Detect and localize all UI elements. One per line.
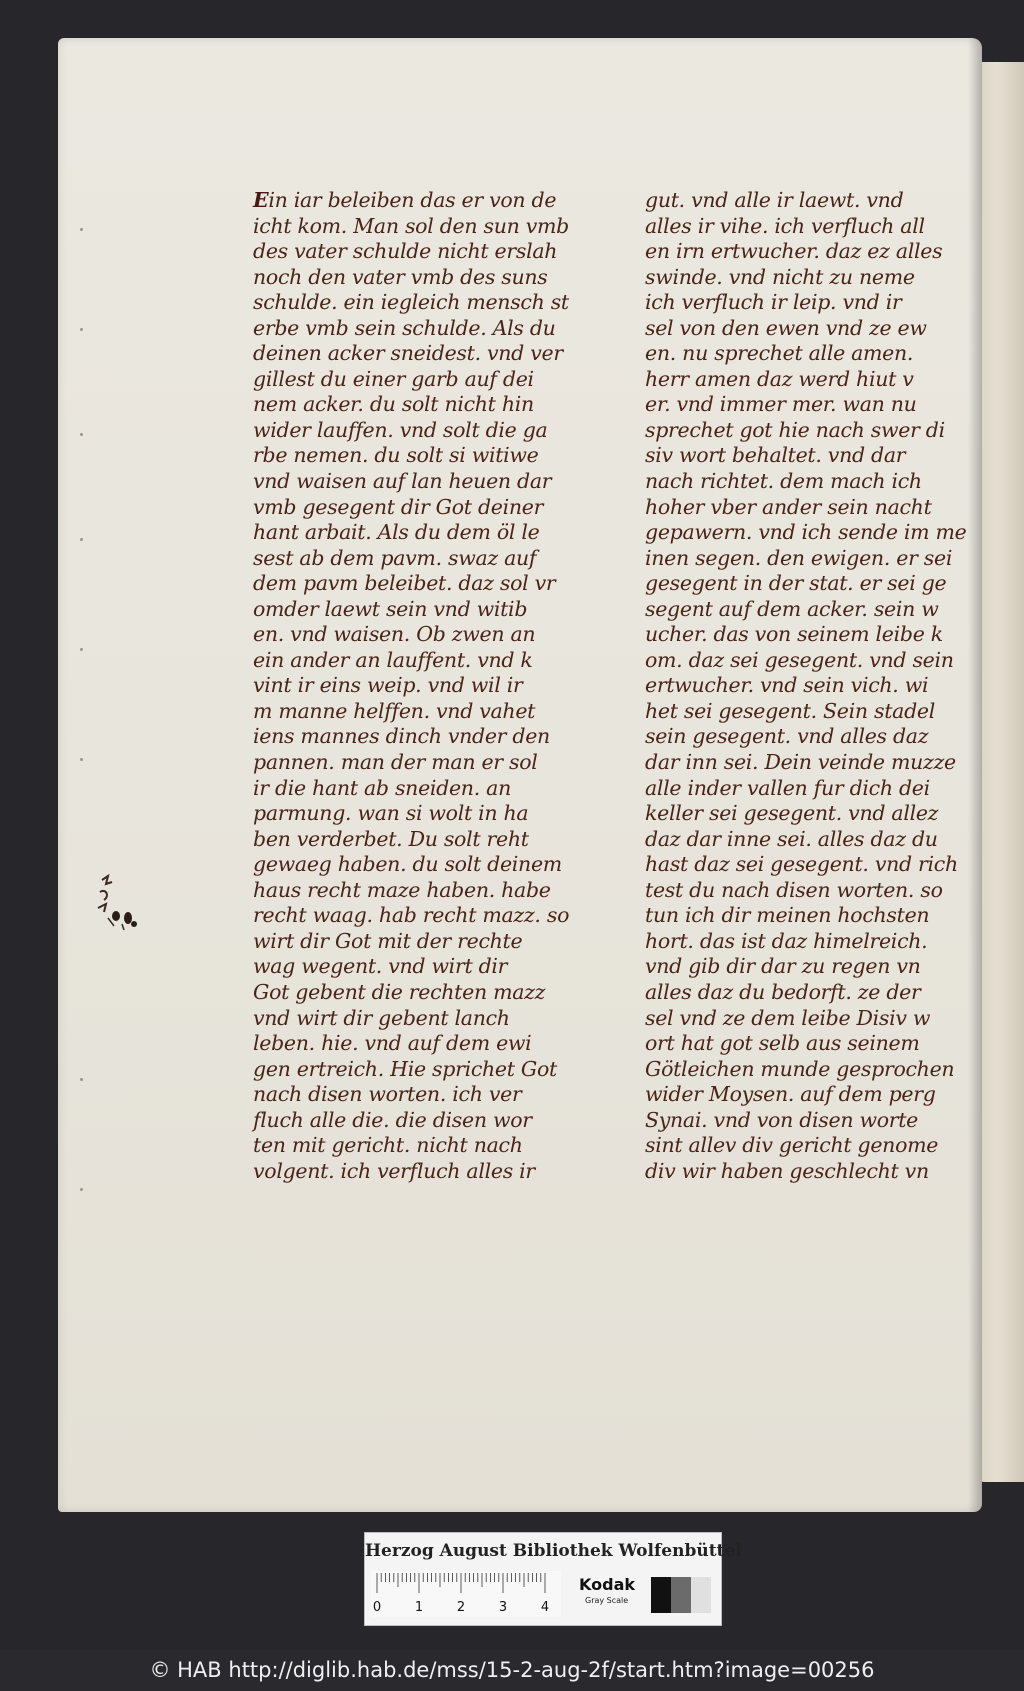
manuscript-line <box>253 1031 569 1057</box>
manuscript-line <box>253 571 569 597</box>
manuscript-line-text: iens mannes dinch vnder den <box>253 724 550 749</box>
manuscript-line-text: leben. hie. vnd auf dem ewi <box>253 1031 532 1056</box>
manuscript-line-text: keller sei gesegent. vnd allez <box>645 801 939 826</box>
manuscript-line <box>645 418 967 444</box>
manuscript-line-text: alles daz du bedorft. ze der <box>645 979 921 1004</box>
manuscript-line-text: ucher. das von seinem leibe k <box>645 622 943 647</box>
manuscript-line-text: dem pavm beleibet. daz sol vr <box>253 571 556 596</box>
manuscript-line-text: en irn ertwucher. daz ez alles <box>645 239 943 264</box>
color-calibration-bar <box>364 1532 742 1626</box>
manuscript-line <box>645 903 967 929</box>
manuscript-line <box>645 699 967 725</box>
manuscript-line-text: wirt dir Got mit der rechte <box>253 928 523 953</box>
manuscript-line <box>253 188 569 214</box>
manuscript-line <box>253 495 569 521</box>
manuscript-line <box>253 239 569 265</box>
manuscript-line <box>645 827 967 853</box>
manuscript-line-text: siv wort behaltet. vnd dar <box>645 443 906 468</box>
manuscript-line <box>253 418 569 444</box>
scale-ruler <box>371 1571 561 1617</box>
manuscript-line <box>645 316 967 342</box>
manuscript-line-text: dar inn sei. Dein veinde muzze <box>645 750 956 775</box>
manuscript-line-text: het sei gesegent. Sein stadel <box>645 698 935 723</box>
manuscript-line-text: ort hat got selb aus seinem <box>645 1031 920 1056</box>
manuscript-line-text: sest ab dem pavm. swaz auf <box>253 545 537 570</box>
manuscript-line-text: gillest du einer garb auf dei <box>253 366 534 391</box>
manuscript-line <box>645 878 967 904</box>
manuscript-line-text: wider lauffen. vnd solt die ga <box>253 417 548 442</box>
manuscript-line-text: test du nach disen worten. so <box>645 877 943 902</box>
manuscript-line <box>645 214 967 240</box>
manuscript-line-text: daz dar inne sei. alles daz du <box>645 826 938 851</box>
kodak-gray-scale <box>573 1571 717 1617</box>
manuscript-line-text: segent auf dem acker. sein w <box>645 596 939 621</box>
manuscript-line-text: rbe nemen. du solt si witiwe <box>253 443 539 468</box>
manuscript-line-text: om. daz sei gesegent. vnd sein <box>645 647 954 672</box>
manuscript-line <box>645 239 967 265</box>
manuscript-line-text: Got gebent die rechten mazz <box>253 979 546 1004</box>
library-name: Herzog August Bibliothek Wolfenbüttel <box>365 1541 742 1561</box>
manuscript-line-text: alles ir vihe. ich verfluch all <box>645 213 925 238</box>
manuscript-line <box>253 648 569 674</box>
marginal-doodle-icon <box>94 874 144 934</box>
manuscript-line-text: swinde. vnd nicht zu neme <box>645 264 915 289</box>
manuscript-line-text: hoher vber ander sein nacht <box>645 494 932 519</box>
manuscript-line-text: wider Moysen. auf dem perg <box>645 1082 936 1107</box>
manuscript-line-text: noch den vater vmb des suns <box>253 264 548 289</box>
gray-swatch <box>671 1577 691 1613</box>
manuscript-line <box>253 214 569 240</box>
manuscript-line <box>253 903 569 929</box>
manuscript-line-text: haus recht maze haben. habe <box>253 877 551 902</box>
manuscript-line-text: recht waag. hab recht mazz. so <box>253 903 570 928</box>
text-column-right <box>645 188 967 1184</box>
manuscript-line <box>253 1159 569 1185</box>
manuscript-line <box>645 341 967 367</box>
manuscript-line <box>253 546 569 572</box>
manuscript-line <box>645 546 967 572</box>
manuscript-line <box>645 1057 967 1083</box>
manuscript-line <box>645 1006 967 1032</box>
manuscript-line <box>645 265 967 291</box>
manuscript-line <box>645 495 967 521</box>
manuscript-line <box>645 1133 967 1159</box>
manuscript-line <box>645 929 967 955</box>
manuscript-line <box>253 520 569 546</box>
manuscript-line <box>253 469 569 495</box>
manuscript-line-text: in iar beleiben das er von de <box>268 188 557 212</box>
manuscript-line-text: div wir haben geschlecht vn <box>645 1158 929 1183</box>
manuscript-line <box>253 878 569 904</box>
manuscript-line-text: gut. vnd alle ir laewt. vnd <box>645 188 904 212</box>
text-column-left <box>253 188 569 1184</box>
manuscript-line-text: m manne helffen. vnd vahet <box>253 698 536 723</box>
facing-page-edge <box>978 62 1024 1482</box>
manuscript-line <box>645 750 967 776</box>
manuscript-line-text: alle inder vallen fur dich dei <box>645 775 930 800</box>
manuscript-line-text: Synai. vnd von disen worte <box>645 1107 919 1132</box>
manuscript-line <box>645 673 967 699</box>
manuscript-line-text: sprechet got hie nach swer di <box>645 417 945 442</box>
ruler-number: 2 <box>456 1600 466 1615</box>
manuscript-page <box>58 38 982 1512</box>
manuscript-line-text: vint ir eins weip. vnd wil ir <box>253 673 523 698</box>
manuscript-line-text: gewaeg haben. du solt deinem <box>253 852 562 877</box>
manuscript-line-text: en. vnd waisen. Ob zwen an <box>253 622 536 647</box>
manuscript-line <box>645 469 967 495</box>
manuscript-line <box>253 622 569 648</box>
manuscript-line-text: ich verfluch ir leip. vnd ir <box>645 290 902 315</box>
manuscript-line-text: hast daz sei gesegent. vnd rich <box>645 852 958 877</box>
manuscript-line <box>645 1159 967 1185</box>
manuscript-line <box>645 392 967 418</box>
manuscript-line-text: erbe vmb sein schulde. Als du <box>253 315 556 340</box>
manuscript-line-text: vnd waisen auf lan heuen dar <box>253 469 552 494</box>
manuscript-line-text: gepawern. vnd ich sende im me <box>645 520 967 545</box>
manuscript-line-text: deinen acker sneidest. vnd ver <box>253 341 563 366</box>
manuscript-line <box>253 776 569 802</box>
manuscript-line <box>253 852 569 878</box>
manuscript-line-text: vnd wirt dir gebent lanch <box>253 1005 510 1030</box>
manuscript-line-text: ben verderbet. Du solt reht <box>253 826 529 851</box>
manuscript-line <box>645 801 967 827</box>
manuscript-line <box>645 622 967 648</box>
manuscript-line-text: fluch alle die. die disen wor <box>253 1107 532 1132</box>
manuscript-line-text: nach disen worten. ich ver <box>253 1082 522 1107</box>
gray-scale-label: Gray Scale <box>585 1596 629 1605</box>
manuscript-line <box>645 648 967 674</box>
manuscript-line <box>645 1031 967 1057</box>
manuscript-line-text: sein gesegent. vnd alles daz <box>645 724 929 749</box>
manuscript-line-text: en. nu sprechet alle amen. <box>645 341 914 366</box>
manuscript-line-text: parmung. wan si wolt in ha <box>253 801 529 826</box>
manuscript-line <box>645 724 967 750</box>
manuscript-line <box>253 290 569 316</box>
manuscript-line <box>253 954 569 980</box>
manuscript-line <box>253 801 569 827</box>
manuscript-line-text: tun ich dir meinen hochsten <box>645 903 930 928</box>
manuscript-line-text: wag wegent. vnd wirt dir <box>253 954 508 979</box>
manuscript-line <box>253 673 569 699</box>
manuscript-line <box>645 597 967 623</box>
manuscript-line <box>253 980 569 1006</box>
manuscript-line <box>253 724 569 750</box>
manuscript-line <box>253 341 569 367</box>
prick-mark <box>80 328 83 331</box>
manuscript-line <box>645 980 967 1006</box>
manuscript-line-text: pannen. man der man er sol <box>253 750 538 775</box>
manuscript-line <box>253 443 569 469</box>
manuscript-line-text: hort. das ist daz himelreich. <box>645 928 928 953</box>
manuscript-line <box>253 1108 569 1134</box>
prick-mark <box>80 648 83 651</box>
ruler-number: 3 <box>498 1600 508 1615</box>
manuscript-line-text: er. vnd immer mer. wan nu <box>645 392 917 417</box>
manuscript-line-text: sel von den ewen vnd ze ew <box>645 315 927 340</box>
manuscript-line-text: omder laewt sein vnd witib <box>253 596 528 621</box>
manuscript-line-text: hant arbait. Als du dem öl le <box>253 520 540 545</box>
manuscript-line-text: schulde. ein iegleich mensch st <box>253 290 569 315</box>
manuscript-line <box>253 265 569 291</box>
manuscript-line-text: gen ertreich. Hie sprichet Got <box>253 1056 557 1081</box>
manuscript-line <box>253 1006 569 1032</box>
ruler-number: 0 <box>372 1600 382 1615</box>
manuscript-line <box>253 699 569 725</box>
ruler-number: 1 <box>414 1600 424 1615</box>
manuscript-line <box>645 571 967 597</box>
prick-mark <box>80 538 83 541</box>
manuscript-line-text: ten mit gericht. nicht nach <box>253 1133 523 1158</box>
prick-mark <box>80 1188 83 1191</box>
manuscript-line <box>253 750 569 776</box>
manuscript-line-text: sint allev div gericht genome <box>645 1133 939 1158</box>
manuscript-line-text: vmb gesegent dir Got deiner <box>253 494 544 519</box>
manuscript-line <box>645 443 967 469</box>
manuscript-line-text: ir die hant ab sneiden. an <box>253 775 511 800</box>
prick-mark <box>80 1078 83 1081</box>
manuscript-line <box>645 776 967 802</box>
manuscript-line <box>253 1057 569 1083</box>
manuscript-line-text: volgent. ich verfluch alles ir <box>253 1158 535 1183</box>
copyright-footer: © HAB http://diglib.hab.de/mss/15-2-aug-2f/start.htm?image=00256 <box>0 1650 1024 1691</box>
manuscript-line <box>253 1133 569 1159</box>
prick-mark <box>80 228 83 231</box>
manuscript-line-text: gesegent in der stat. er sei ge <box>645 571 947 596</box>
manuscript-line-text: ertwucher. vnd sein vich. wi <box>645 673 929 698</box>
manuscript-line <box>253 929 569 955</box>
gutter-shadow <box>968 38 982 1512</box>
prick-mark <box>80 433 83 436</box>
manuscript-line <box>253 392 569 418</box>
manuscript-line <box>645 1082 967 1108</box>
manuscript-line <box>253 827 569 853</box>
manuscript-line <box>645 520 967 546</box>
manuscript-line <box>645 852 967 878</box>
prick-mark <box>80 758 83 761</box>
manuscript-line-text: icht kom. Man sol den sun vmb <box>253 213 569 238</box>
manuscript-line <box>253 597 569 623</box>
light-swatch <box>691 1577 711 1613</box>
initial-letter: E <box>253 188 269 212</box>
ruler-number: 4 <box>540 1600 550 1615</box>
manuscript-line-text: ein ander an lauffent. vnd k <box>253 647 533 672</box>
manuscript-line-text: des vater schulde nicht erslah <box>253 239 558 264</box>
manuscript-line-text: inen segen. den ewigen. er sei <box>645 545 953 570</box>
manuscript-line <box>253 1082 569 1108</box>
manuscript-line-text: vnd gib dir dar zu regen vn <box>645 954 921 979</box>
manuscript-line-text: herr amen daz werd hiut v <box>645 366 914 391</box>
manuscript-line-text: sel vnd ze dem leibe Disiv w <box>645 1005 931 1030</box>
manuscript-line <box>253 367 569 393</box>
manuscript-line <box>645 290 967 316</box>
manuscript-line <box>645 367 967 393</box>
manuscript-line-text: Götleichen munde gesprochen <box>645 1056 955 1081</box>
manuscript-line-text: nach richtet. dem mach ich <box>645 469 922 494</box>
kodak-logo: Kodak <box>579 1575 635 1594</box>
black-swatch <box>651 1577 671 1613</box>
manuscript-line <box>645 954 967 980</box>
manuscript-line <box>645 188 967 214</box>
manuscript-line <box>645 1108 967 1134</box>
manuscript-line <box>253 316 569 342</box>
manuscript-line-text: nem acker. du solt nicht hin <box>253 392 534 417</box>
